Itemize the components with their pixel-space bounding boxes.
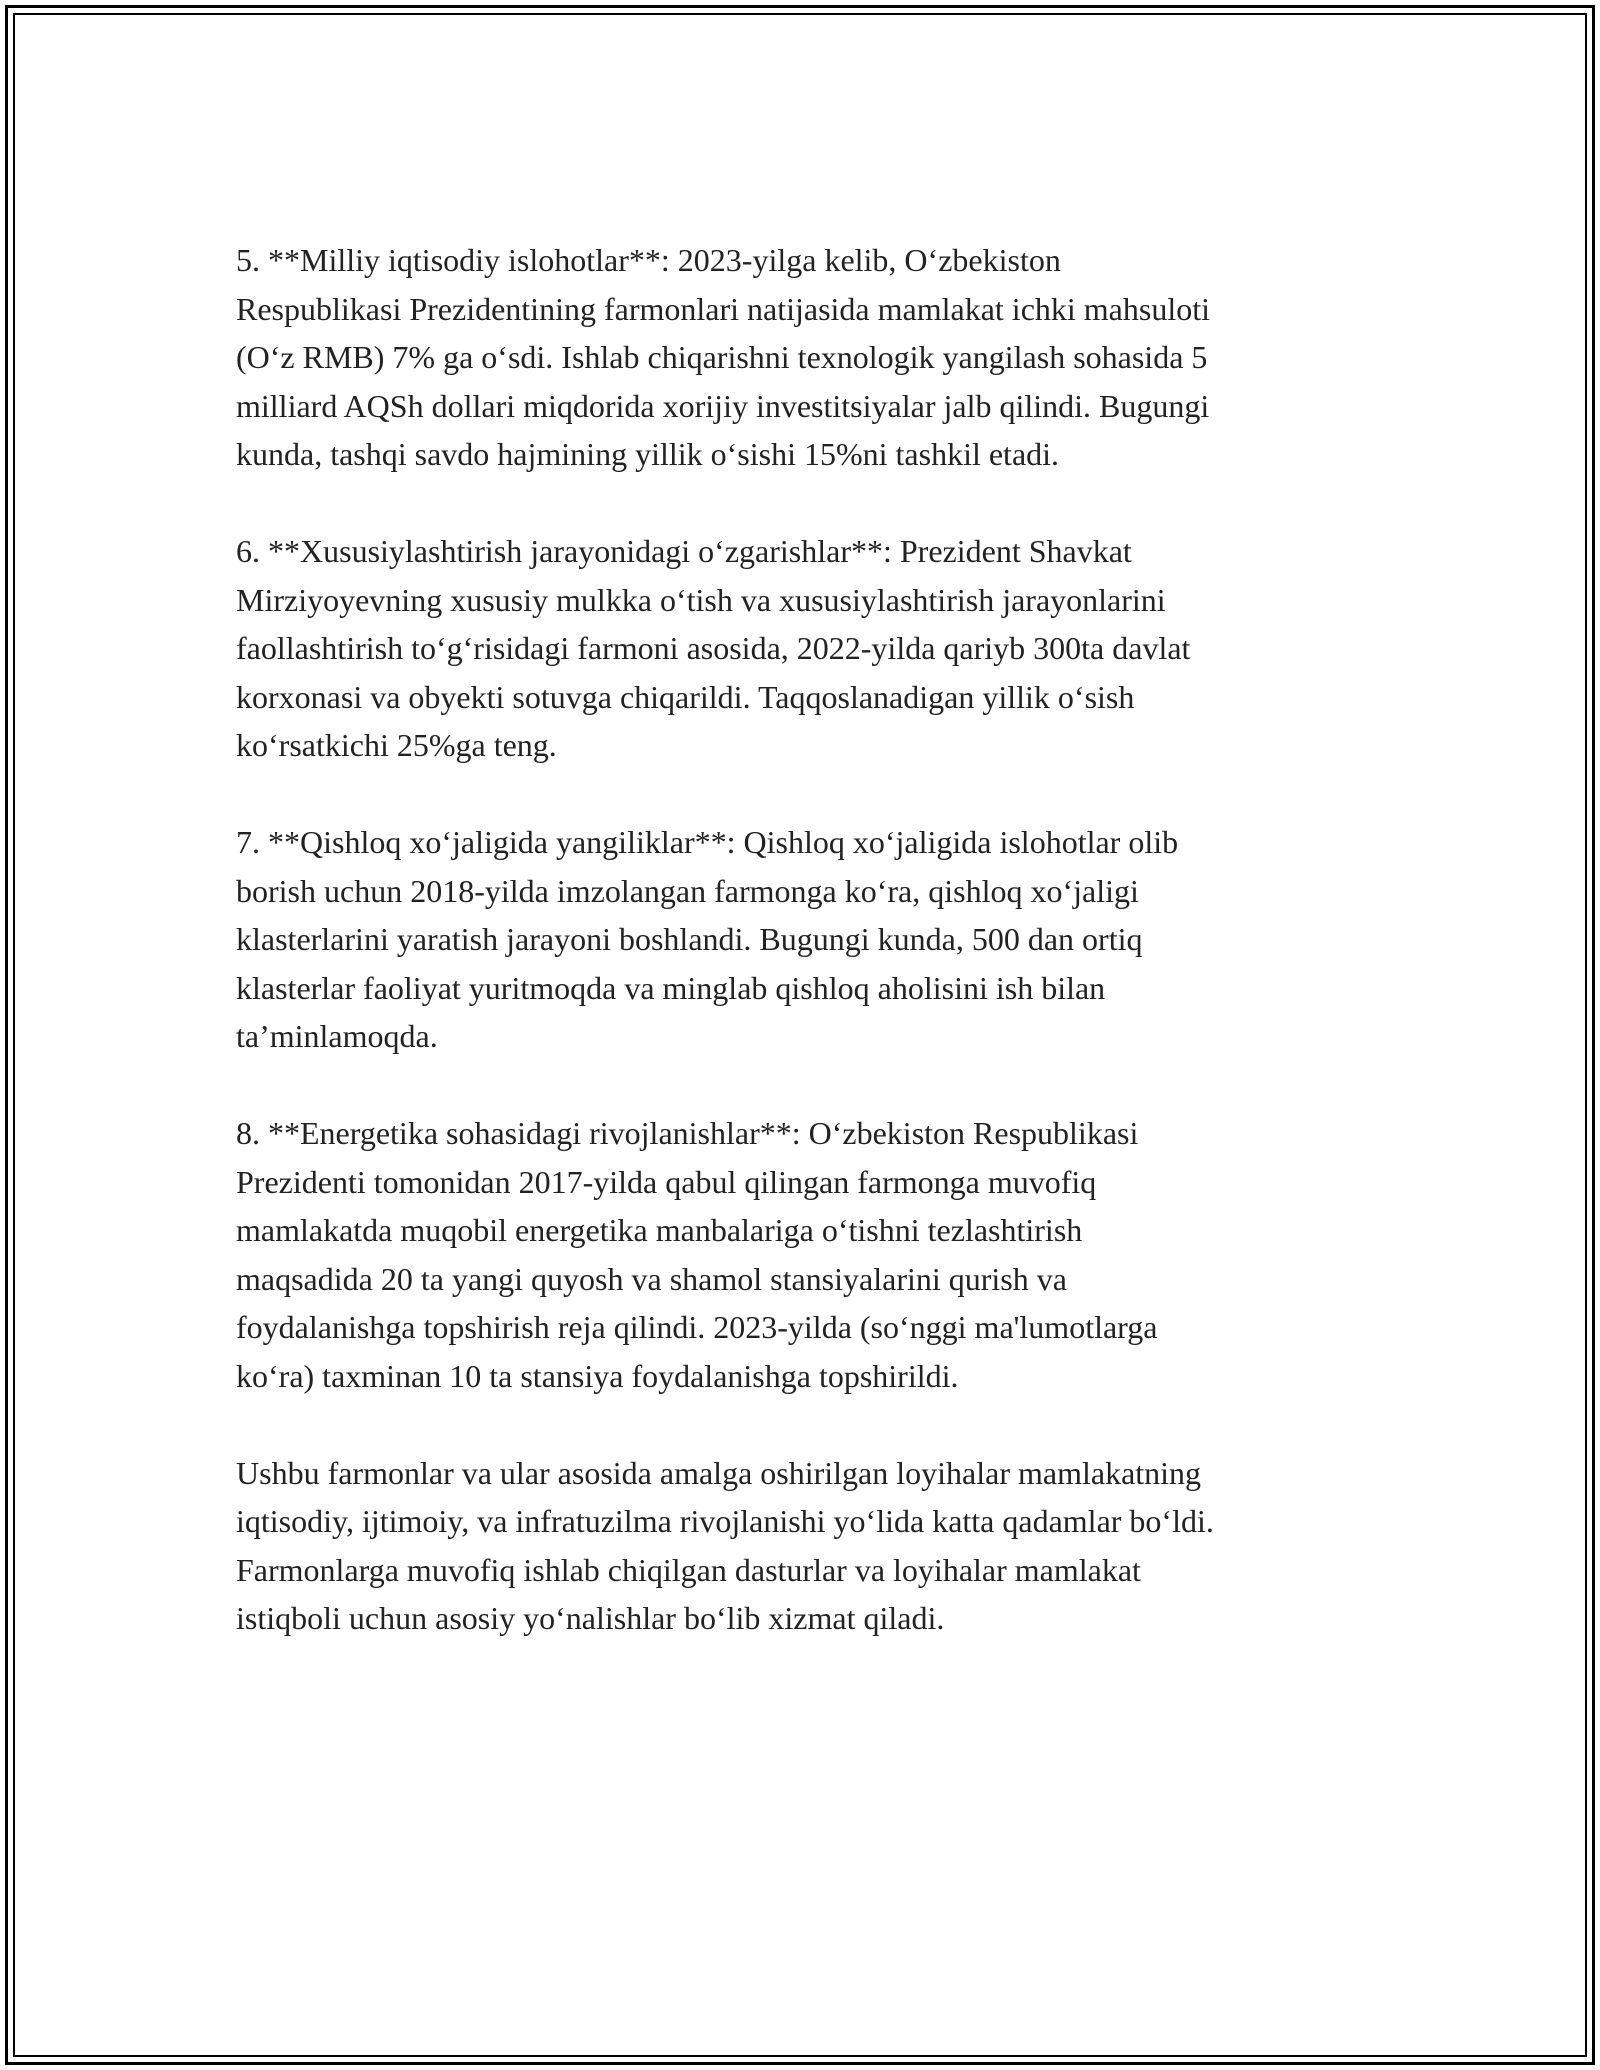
paragraph-privatization: 6. **Xususiylashtirish jarayonidagi o‘zgarishlar**: Prezident Shavkat Mirziyoyevning xususiy mulkka o‘tish va xususiylashtirish jarayonlarini faollashtirish to‘g‘risidagi farmoni asosida, 2022-yilda qariyb 300ta davlat korxonasi va obyekti sotuvga chiqarildi. Taqqoslanadigan yillik o‘sish ko‘rsatkichi 25%ga teng.: [236, 533, 1191, 763]
document-body: [236, 236, 1376, 1691]
paragraph-conclusion: Ushbu farmonlar va ular asosida amalga oshirilgan loyihalar mamlakatning iqtisodiy, ijtimoiy, va infratuzilma rivojlanishi yo‘lida katta qadamlar bo‘ldi. Farmonlarga muvofiq ishlab chiqilgan dasturlar va loyihalar mamlakat istiqboli uchun asosiy yo‘nalishlar bo‘lib xizmat qiladi.: [236, 1454, 1214, 1636]
paragraph-economic-reforms: 5. **Milliy iqtisodiy islohotlar**: 2023-yilga kelib, O‘zbekiston Respublikasi Prezidentining farmonlari natijasida mamlakat ichki mahsuloti (O‘z RMB) 7% ga o‘sdi. Ishlab chiqarishni texnologik yangilash sohasida 5 milliard AQSh dollari miqdorida xorijiy investitsiyalar jalb qilindi. Bugungi kunda, tashqi savdo hajmining yillik o‘sishi 15%ni tashkil etadi.: [236, 242, 1210, 472]
paragraph-agriculture: 7. **Qishloq xo‘jaligida yangiliklar**: Qishloq xo‘jaligida islohotlar olib borish uchun 2018-yilda imzolangan farmonga ko‘ra, qishloq xo‘jaligi klasterlarini yaratish jarayoni boshlandi. Bugungi kunda, 500 dan ortiq klasterlar faoliyat yuritmoqda va minglab qishloq aholisini ish bilan ta’minlamoqda.: [236, 824, 1179, 1054]
paragraph-energy: 8. **Energetika sohasidagi rivojlanishlar**: O‘zbekiston Respublikasi Prezidenti tomonidan 2017-yilda qabul qilingan farmonga muvofiq mamlakatda muqobil energetika manbalariga o‘tishni tezlashtirish maqsadida 20 ta yangi quyosh va shamol stansiyalarini qurish va foydalanishga topshirish reja qilindi. 2023-yilda (so‘nggi ma'lumotlarga ko‘ra) taxminan 10 ta stansiya foydalanishga topshirildi.: [236, 1115, 1158, 1394]
